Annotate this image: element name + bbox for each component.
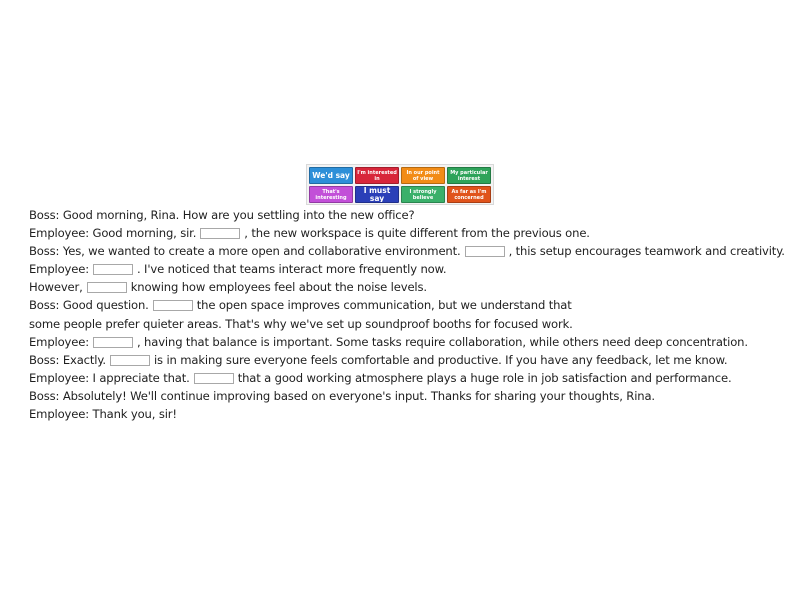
answer-blank-4[interactable] [87,282,127,293]
tile-as-far-as-im-concerned[interactable]: As far as I'm concerned [447,186,491,203]
answer-blank-5[interactable] [153,300,193,311]
answer-blank-6[interactable] [93,337,133,348]
tile-thats-interesting[interactable]: That's interesting [309,186,353,203]
answer-blank-1[interactable] [200,228,240,239]
tile-in-our-point-of-view[interactable]: In our point of view [401,167,445,184]
dialogue-line: some people prefer quieter areas. That's why we've set up soundproof booths for focused work. [29,316,573,331]
dialogue-line: Employee: Good morning, sir. , the new workspace is quite different from the previous one. [29,226,590,241]
answer-blank-3[interactable] [93,264,133,275]
dialogue-line: Boss: Good morning, Rina. How are you settling into the new office? [29,208,415,222]
dialogue-line: Employee: I appreciate that. that a good working atmosphere plays a huge role in job satisfaction and performance. [29,370,732,385]
tile-i-strongly-believe[interactable]: I strongly believe [401,186,445,203]
answer-tile-bank [306,164,494,205]
tile-weed-say[interactable]: We'd say [309,167,353,184]
dialogue-text [29,206,789,423]
answer-blank-7[interactable] [110,355,150,366]
dialogue-line: Boss: Yes, we wanted to create a more open and collaborative environment. , this setup encourages teamwork and creativity. [29,244,785,259]
tile-i-must-say[interactable]: I must say [355,186,399,203]
dialogue-line: Employee: . I've noticed that teams interact more frequently now. [29,262,447,277]
tile-im-interested-in[interactable]: I'm interested in [355,167,399,184]
dialogue-line: Boss: Exactly. is in making sure everyone feels comfortable and productive. If you have any feedback, let me know. [29,352,728,367]
answer-blank-2[interactable] [465,246,505,257]
dialogue-line: Employee: Thank you, sir! [29,407,177,422]
answer-blank-8[interactable] [194,373,234,384]
dialogue-line: Boss: Good question. the open space improves communication, but we understand that [29,298,572,313]
dialogue-line: Employee: , having that balance is important. Some tasks require collaboration, while others need deep concentration. [29,334,748,349]
dialogue-line: However, knowing how employees feel about the noise levels. [29,280,427,295]
dialogue-line: Boss: Absolutely! We'll continue improving based on everyone's input. Thanks for sharing your thoughts, Rina. [29,388,655,403]
tile-my-particular-interest[interactable]: My particular interest [447,167,491,184]
